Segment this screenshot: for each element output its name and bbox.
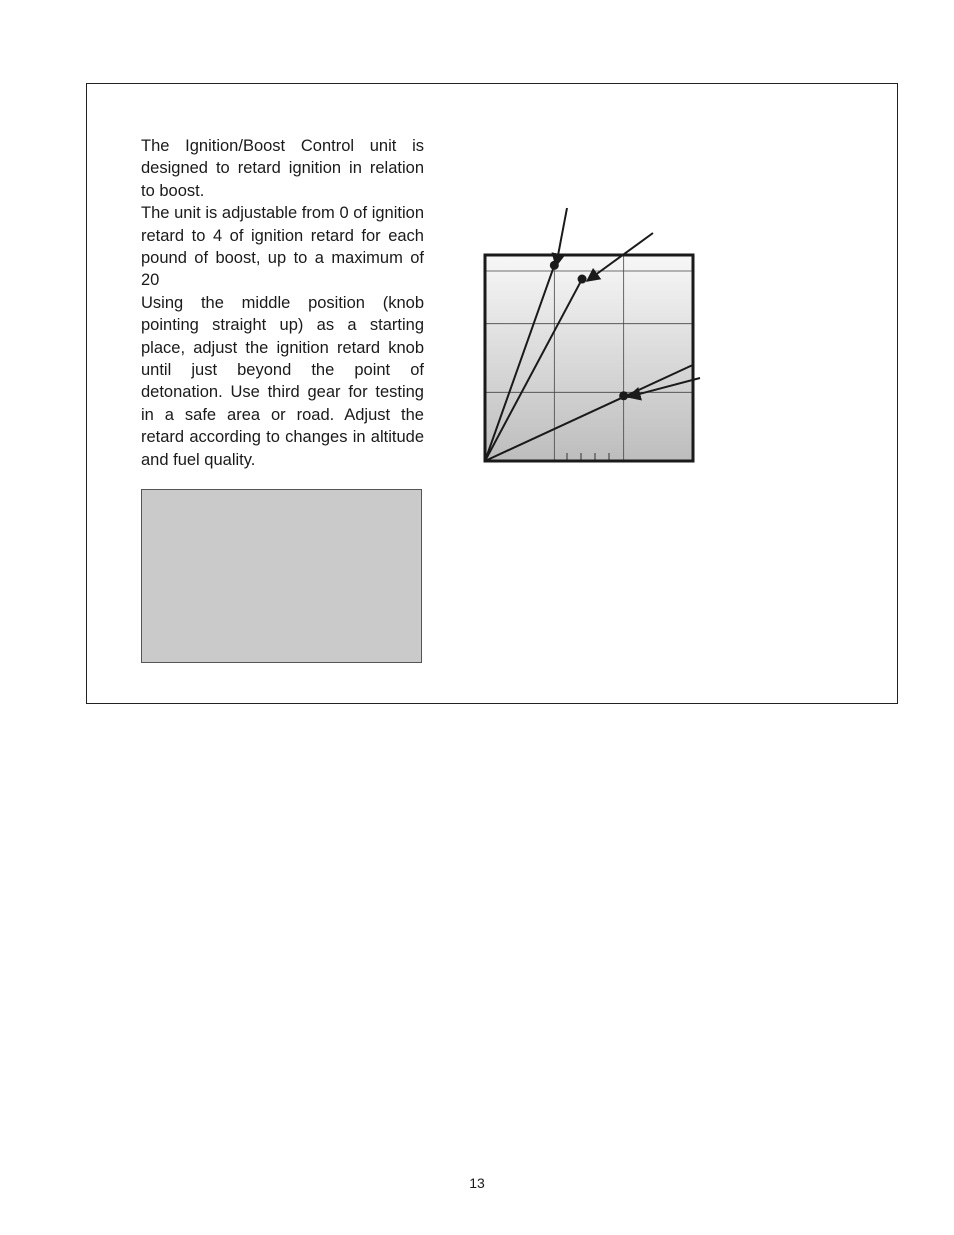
instructions-paragraph: Using the middle position (knob pointing straight up) as a starting place, adjust the ignition retard knob until just beyond the point of detonation. Use third gear for testing in a safe area or road. Adjust the retard according to changes in altitude and fuel quality. bbox=[141, 293, 424, 469]
retard-point-2 bbox=[578, 275, 587, 284]
plot-background bbox=[485, 255, 693, 461]
body-text bbox=[141, 135, 424, 471]
page-number: 13 bbox=[469, 1175, 485, 1191]
adjustment-range-paragraph: The unit is adjustable from 0 of ignition retard to 4 of ignition retard for each pound of boost, up to a maximum of 20 bbox=[141, 204, 424, 290]
gray-placeholder-box bbox=[141, 489, 422, 663]
retard-point-3 bbox=[619, 391, 628, 400]
retard-curve-diagram bbox=[440, 195, 710, 475]
intro-paragraph: The Ignition/Boost Control unit is designed to retard ignition in relation to boost. bbox=[141, 137, 424, 200]
